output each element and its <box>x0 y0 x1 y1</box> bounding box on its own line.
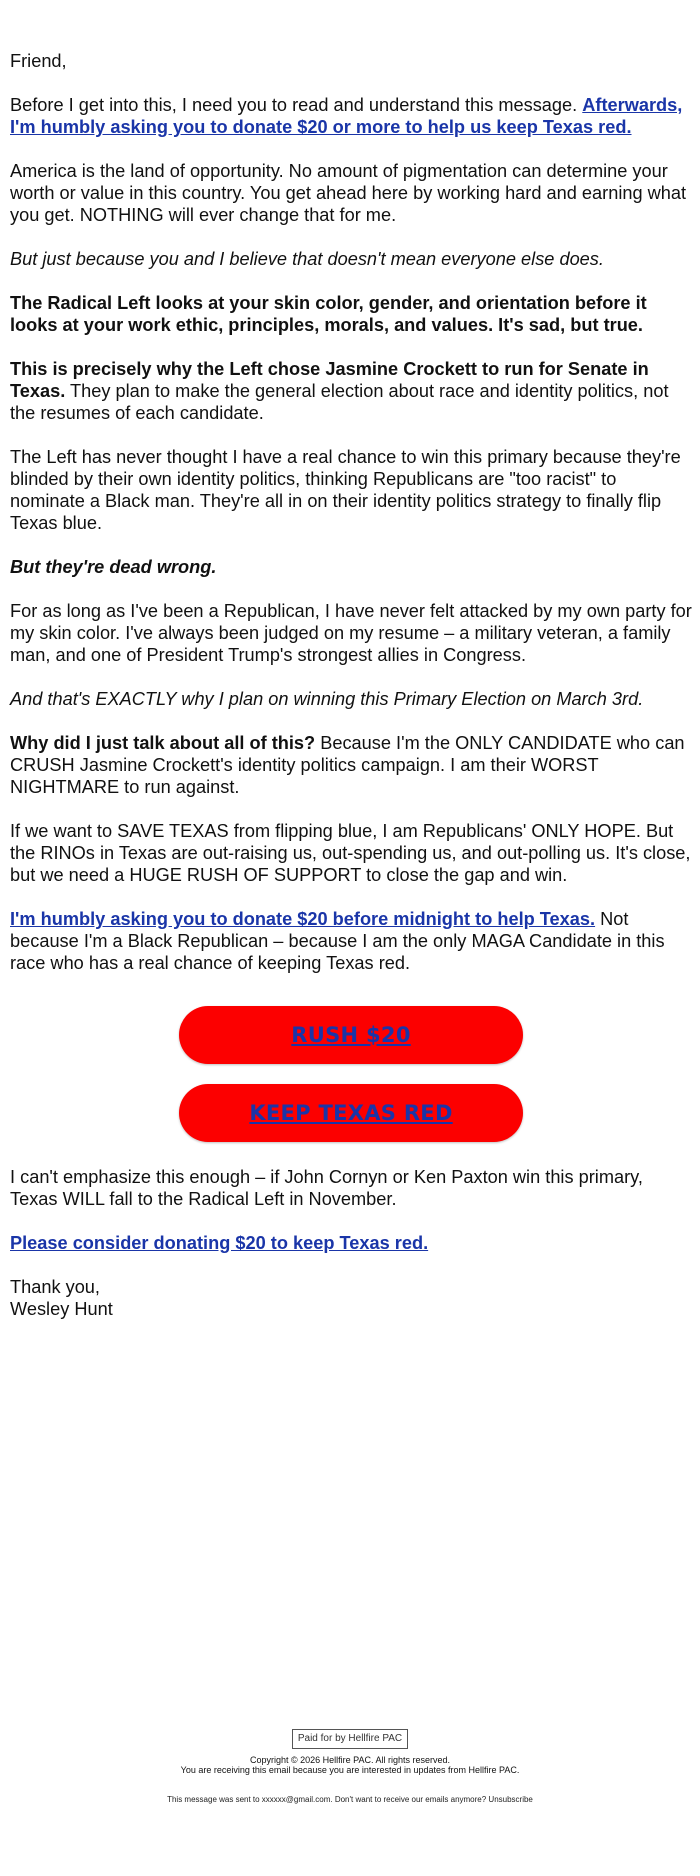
why-paragraph <box>10 732 692 798</box>
belief-text: But just because you and I believe that doesn't mean everyone else does. <box>10 249 604 269</box>
intro-text: Before I get into this, I need you to read and understand this message. <box>10 95 583 115</box>
consider-paragraph <box>10 1232 692 1254</box>
rush-20-button[interactable]: RUSH $20 <box>179 1006 523 1064</box>
email-body <box>10 50 692 1342</box>
greeting: Friend, <box>10 51 67 71</box>
midnight-text: Not because I'm a Black Republican – because I am the only MAGA Candidate in this race who has a real chance of keeping Texas red. <box>10 909 665 973</box>
save-texas-paragraph: If we want to SAVE TEXAS from flipping blue, I am Republicans' ONLY HOPE. But the RINOs in Texas are out-raising us, out-spending us, and out-polling us. It's close, but we need a HUGE RUSH OF SUPPORT to close the gap and win. <box>10 821 691 885</box>
email-footer <box>0 1728 700 1805</box>
signoff: Thank you, <box>10 1277 100 1297</box>
donate-link-afterwards[interactable]: Afterwards, I'm humbly asking you to donate $20 or more to help us keep Texas red. <box>10 95 683 137</box>
donate-link-consider[interactable]: Please consider donating $20 to keep Texas red. <box>10 1233 429 1253</box>
crockett-paragraph <box>10 358 692 424</box>
signoff-block <box>10 1276 692 1320</box>
dead-wrong-emphasis: But they're dead wrong. <box>10 557 217 577</box>
paid-for-disclaimer: Paid for by Hellfire PAC <box>292 1729 408 1749</box>
donate-link-midnight[interactable]: I'm humbly asking you to donate $20 before midnight to help Texas. <box>10 909 596 929</box>
crockett-bold-text: This is precisely why the Left chose Jasmine Crockett to run for Senate in Texas. <box>10 359 649 401</box>
keep-red-button-row <box>10 1064 692 1166</box>
why-text: Because I'm the ONLY CANDIDATE who can CRUSH Jasmine Crockett's identity politics campaign. I am their WORST NIGHTMARE to run against. <box>10 733 685 797</box>
copyright-text: Copyright © 2026 Hellfire PAC. All rights reserved. <box>249 1755 451 1765</box>
midnight-paragraph <box>10 908 692 974</box>
belief-paragraph <box>10 248 692 270</box>
crockett-text: They plan to make the general election about race and identity politics, not the resumes of each candidate. <box>10 381 669 423</box>
dead-wrong-text <box>10 557 216 577</box>
emphasize-paragraph: I can't emphasize this enough – if John Cornyn or Ken Paxton win this primary, Texas WILL fall to the Radical Left in November. <box>10 1167 643 1209</box>
primary-paragraph: The Left has never thought I have a real chance to win this primary because they're blinded by their own identity politics, thinking Republicans are "too racist" to nominate a Black man. They're all in on their identity politics strategy to finally flip Texas blue. <box>10 447 681 533</box>
keep-texas-red-button[interactable]: KEEP TEXAS RED <box>179 1084 523 1142</box>
resume-paragraph: For as long as I've been a Republican, I have never felt attacked by my own party for my skin color. I've always been judged on my resume – a military veteran, a family man, and one of President Trump's strongest allies in Congress. <box>10 601 692 665</box>
march-paragraph <box>10 688 692 710</box>
dead-wrong-paragraph <box>10 556 692 578</box>
opportunity-paragraph: America is the land of opportunity. No amount of pigmentation can determine your worth or value in this country. You get ahead here by working hard and earning what you get. NOTHING will ever change that for me. <box>10 161 687 225</box>
sent-to-unsubscribe-text[interactable]: This message was sent to xxxxxx@gmail.com. Don't want to receive our emails anymore? Unsubscribe <box>167 1795 533 1804</box>
intro-paragraph <box>10 94 692 138</box>
why-bold-text: Why did I just talk about all of this? <box>10 733 316 753</box>
radical-left-paragraph <box>10 292 692 336</box>
radical-left-text: The Radical Left looks at your skin color, gender, and orientation before it looks at your work ethic, principles, morals, and values. It's sad, but true. <box>10 293 647 335</box>
rush-button-row <box>10 996 692 1064</box>
receiving-reason-text: You are receiving this email because you are interested in updates from Hellfire PAC. <box>180 1765 520 1775</box>
march-text: And that's EXACTLY why I plan on winning this Primary Election on March 3rd. <box>10 689 644 709</box>
signature: Wesley Hunt <box>10 1299 113 1319</box>
